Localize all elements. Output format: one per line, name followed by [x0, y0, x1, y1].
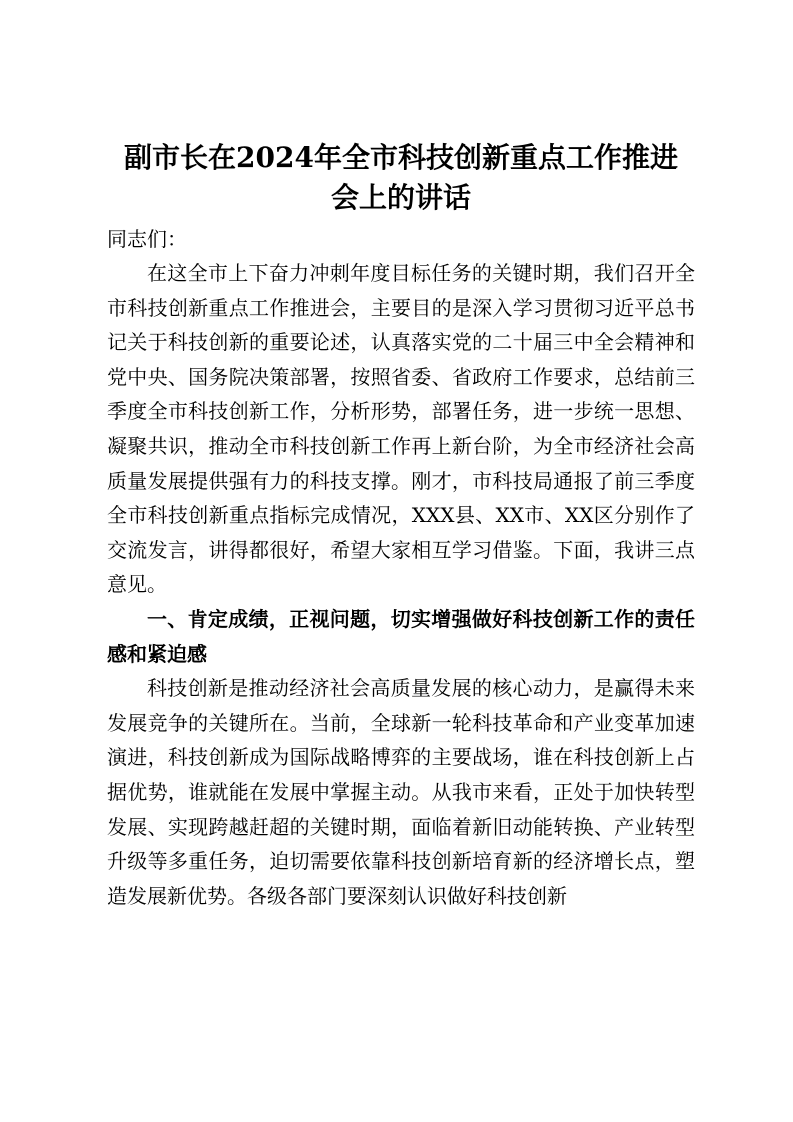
- section-heading-1: 一、肯定成绩，正视问题，切实增强做好科技创新工作的责任感和紧迫感: [107, 606, 695, 666]
- paragraph-intro: 在这全市上下奋力冲刺年度目标任务的关键时期，我们召开全市科技创新重点工作推进会，主要目的是深入学习贯彻习近平总书记关于科技创新的重要论述，认真落实党的二十届三中全会精神和党中央、国务院决策部署，按照省委、省政府工作要求，总结前三季度全市科技创新工作，分析形势，部署任务，进一步统一思想、凝聚共识，推动全市科技创新工作再上新台阶，为全市经济社会高质量发展提供强有力的科技支撑。刚才，市科技局通报了前三季度全市科技创新重点指标完成情况，XXX县、XX市、XX区分别作了交流发言，讲得都很好，希望大家相互学习借鉴。下面，我讲三点意见。: [107, 261, 695, 597]
- title-line-1: 副市长在2024年全市科技创新重点工作推进: [124, 141, 678, 174]
- document-body: [107, 138, 695, 913]
- title-line-2: 会上的讲话: [330, 181, 471, 214]
- paragraph-section-1: 科技创新是推动经济社会高质量发展的核心动力，是赢得未来发展竞争的关键所在。当前，全球新一轮科技革命和产业变革加速演进，科技创新成为国际战略博弈的主要战场，谁在科技创新上占据优势，谁就能在发展中掌握主动。从我市来看，正处于加快转型发展、实现跨越赶超的关键时期，面临着新旧动能转换、产业转型升级等多重任务，迫切需要依靠科技创新培育新的经济增长点，塑造发展新优势。各级各部门要深刻认识做好科技创新: [107, 676, 695, 908]
- salutation: 同志们：: [107, 227, 187, 251]
- document-title: [107, 138, 695, 218]
